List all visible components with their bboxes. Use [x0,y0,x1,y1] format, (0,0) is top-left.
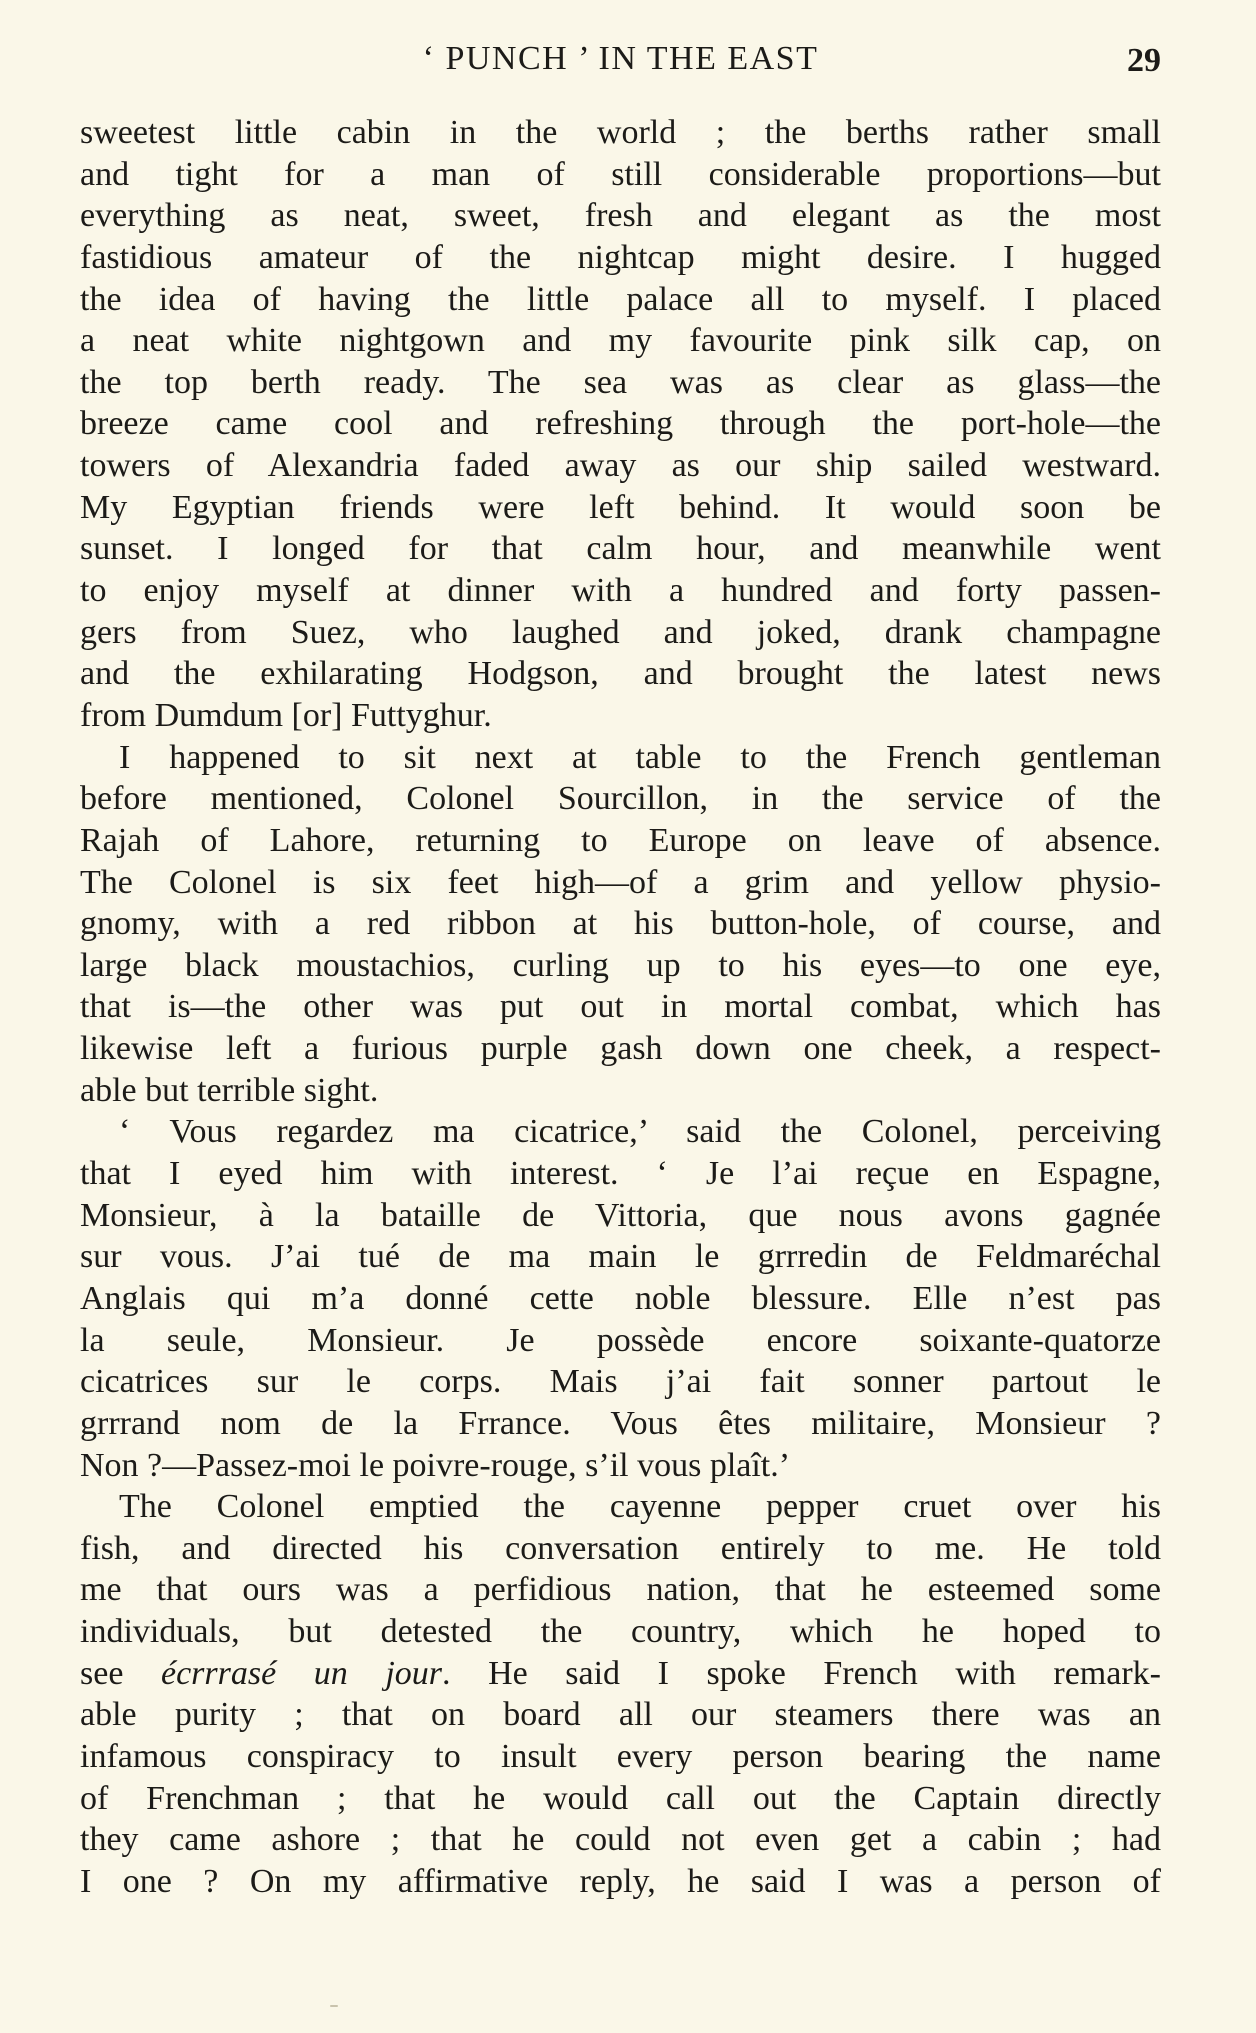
paragraph [80,737,1161,1112]
text-line: the idea of having the little palace all to myself. I placed [80,280,1161,318]
text-line: grrrand nom de la Frrance. Vous êtes militaire, Monsieur ? [80,1404,1161,1442]
text-line: cicatrices sur le corps. Mais j’ai fait sonner partout le [80,1363,1161,1401]
text-line: fastidious amateur of the nightcap might desire. I hugged [80,238,1161,276]
text-line: that I eyed him with interest. ‘ Je l’ai reçue en Espagne, [80,1155,1161,1193]
italic-phrase: écrrrasé un jour [160,1654,442,1692]
text-line: to enjoy myself at dinner with a hundred and forty passen- [80,572,1161,610]
running-head [80,40,1161,80]
text-line: able but terrible sight. [80,1071,379,1109]
text-line: of Frenchman ; that he would call out the Captain directly [80,1779,1161,1817]
text-line: Non ?—Passez-moi le poivre-rouge, s’il vous plaît.’ [80,1446,791,1484]
text-line: Rajah of Lahore, returning to Europe on leave of absence. [80,821,1161,859]
text-line: and tight for a man of still considerable proportions—but [80,155,1161,193]
text-line: see écrrrasé un jour. He said I spoke French with remark- [80,1654,1161,1692]
text-line: towers of Alexandria faded away as our ship sailed westward. [80,447,1161,485]
text-line: able purity ; that on board all our steamers there was an [80,1696,1161,1734]
text-line: individuals, but detested the country, which he hoped to [80,1613,1161,1651]
text-line: sunset. I longed for that calm hour, and meanwhile went [80,530,1161,568]
text-line: Anglais qui m’a donné cette noble blessure. Elle n’est pas [80,1279,1161,1317]
text-line: The Colonel emptied the cayenne pepper cruet over his [119,1488,1161,1526]
text-line: My Egyptian friends were left behind. It would soon be [80,488,1161,526]
text-line: I one ? On my affirmative reply, he said I was a person of [80,1862,1161,1900]
text-line: from Dumdum [or] Futtyghur. [80,696,492,734]
text-line: everything as neat, sweet, fresh and elegant as the most [80,197,1161,235]
text-line: infamous conspiracy to insult every person bearing the name [80,1737,1161,1775]
text-line: The Colonel is six feet high—of a grim and yellow physio- [80,863,1161,901]
text-line: breeze came cool and refreshing through the port-hole—the [80,405,1161,443]
text-line: sweetest little cabin in the world ; the berths rather small [80,114,1161,151]
text-line: la seule, Monsieur. Je possède encore soixante-quatorze [80,1321,1161,1359]
text-line: gnomy, with a red ribbon at his button-hole, of course, and [80,905,1161,943]
body-text [80,112,1161,1903]
text-line: they came ashore ; that he could not even get a cabin ; had [80,1821,1161,1859]
text-line: fish, and directed his conversation entirely to me. He told [80,1529,1161,1567]
text-line: a neat white nightgown and my favourite pink silk cap, on [80,322,1161,360]
running-title: ‘ PUNCH ’ IN THE EAST [422,40,819,77]
paragraph [80,112,1161,737]
paragraph [80,1486,1161,1902]
text-line: ‘ Vous regardez ma cicatrice,’ said the Colonel, perceiving [119,1113,1161,1151]
text-line: the top berth ready. The sea was as clear as glass—the [80,363,1161,401]
text-line: Monsieur, à la bataille de Vittoria, que nous avons gagnée [80,1196,1161,1234]
paragraph [80,1111,1161,1486]
paper-speck [330,2005,338,2007]
text-line: I happened to sit next at table to the French gentleman [119,738,1161,776]
text-line: gers from Suez, who laughed and joked, drank champagne [80,613,1161,651]
text-line: and the exhilarating Hodgson, and brought the latest news [80,655,1161,693]
text-line: likewise left a furious purple gash down one cheek, a respect- [80,1030,1161,1068]
text-line: large black moustachios, curling up to his eyes—to one eye, [80,946,1161,984]
text-line: me that ours was a perfidious nation, that he esteemed some [80,1571,1161,1609]
text-line: before mentioned, Colonel Sourcillon, in the service of the [80,780,1161,818]
text-line: that is—the other was put out in mortal combat, which has [80,988,1161,1026]
page-number: 29 [1127,42,1161,79]
text-line: sur vous. J’ai tué de ma main le grrredin de Feldmaréchal [80,1238,1161,1276]
